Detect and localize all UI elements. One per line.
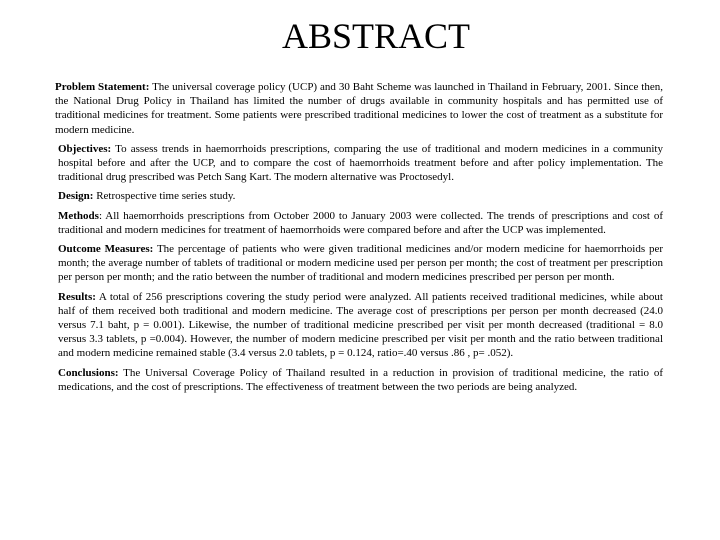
section-text: The Universal Coverage Policy of Thailand resulted in a reduction in provision of traditional medicine, the ratio of medications, and the cost of prescriptions. The effectiveness of treatment between the two periods are being analyzed. [58,366,663,393]
section-label: Objectives: [58,142,112,155]
section-results [55,290,663,361]
abstract-body [55,80,663,399]
section-label: Outcome Measures: [58,243,154,256]
section-label: Design: [58,190,94,203]
section-design [55,189,663,203]
section-label: Methods [58,209,99,222]
section-text: : All haemorrhoids prescriptions from October 2000 to January 2003 were collected. The trends of prescriptions and cost of traditional and modern medicines for treatment of haemorrhoids were compared before and after the UCP was implemented. [58,209,663,236]
section-text: The universal coverage policy (UCP) and 30 Baht Scheme was launched in Thailand in February, 2001. Since then, the National Drug Policy in Thailand has limited the number of drugs available in community hospitals and has permitted use of traditional medicines for treatment. Some patients were prescribed traditional medicines to lower the cost of treatment as a substitute for modern medicine. [55,81,663,136]
section-text: To assess trends in haemorrhoids prescriptions, comparing the use of traditional and modern medicines in a community hospital before and after the UCP, and to compare the cost of haemorrhoids treatment before and after policy implementation. The traditional drug prescribed was Petch Sang Kart. The modern alternative was Proctosedyl. [58,142,663,184]
section-methods [55,209,663,237]
section-text: Retrospective time series study. [93,190,236,203]
section-label: Conclusions: [58,366,119,379]
section-objectives [55,142,663,185]
section-label: Results: [58,290,96,303]
section-label: Problem Statement: [55,81,150,93]
section-problem-statement [55,80,663,137]
section-text: A total of 256 prescriptions covering the study period were analyzed. All patients received traditional medicines, while about half of them received both traditional and modern medicine. The average cost of prescriptions per person per month decreased (24.0 versus 7.1 baht, p = 0.001). Likewise, the number of traditional medicine prescribed per visit per month decreased (traditional = 8.0 versus 3.3 tablets, p =0.004). However, the number of modern medicine prescribed per visit per month and the ratio between traditional and modern medicine remained stable (3.4 versus 2.0 tablets, p = 0.124, ratio=.40 versus .86 , p= .052). [58,290,663,360]
section-conclusions [55,366,663,394]
section-text: The percentage of patients who were given traditional medicines and/or modern medicine for haemorrhoids per month; the average number of tablets of traditional or modern medicine used per person per month; the cost of treatment per prescription per person per month; and the ratio between the number of traditional and modern medicines prescribed per person per month. [58,243,664,284]
page-title: ABSTRACT [281,16,471,56]
section-outcome-measures [55,242,663,285]
